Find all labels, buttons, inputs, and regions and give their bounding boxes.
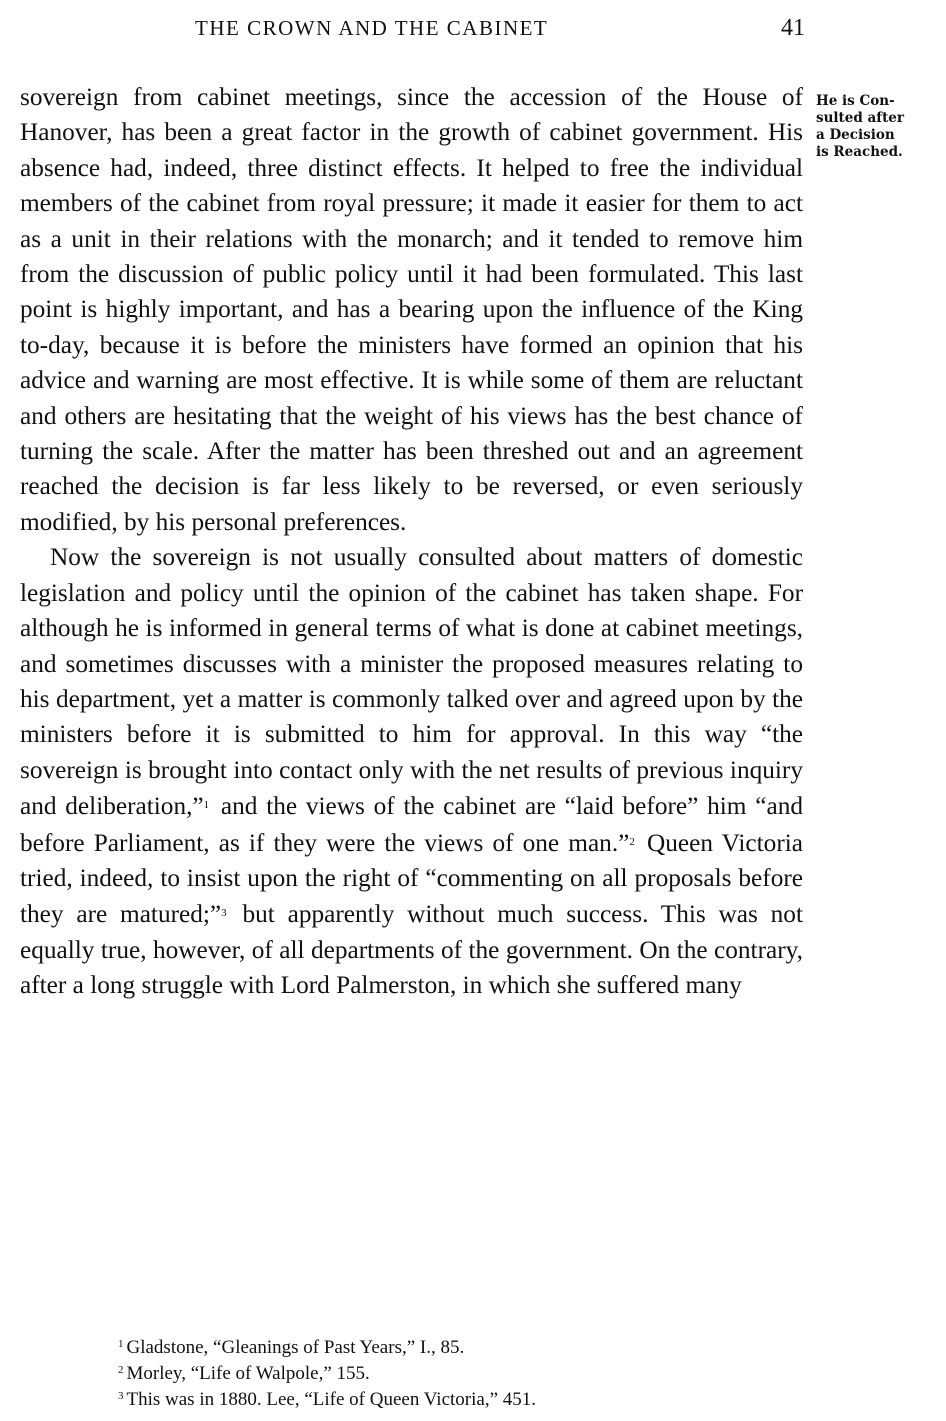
margin-note-line: sulted after — [816, 110, 905, 126]
running-head: THE CROWN AND THE CABINET — [195, 16, 549, 40]
footnote-mark: 3 — [118, 1390, 124, 1402]
margin-note-line: is Reached. — [816, 144, 903, 160]
margin-note-line: a Decision — [816, 127, 895, 143]
paragraph-2-text: but apparently without much success. This was not equally true, however, of all departments of the government. On the contrary, after a long struggle with Lord Palmerston, in which she suffered many — [20, 900, 803, 1000]
paragraph-1: sovereign from cabinet meetings, since the accession of the House of Hanover, has been a great factor in the growth of cabinet government. His absence had, indeed, three distinct effects. It helped to free the individual members of the cabinet from royal pressure; it made it easier for them to act as a unit in their relations with the monarch; and it tended to remove him from the discussion of public policy until it had been formulated. This last point is highly important, and has a bearing upon the influence of the King to-day, because it is before the ministers have formed an opinion that his advice and warning are most effective. It is while some of them are reluctant and others are hesitating that the weight of his views has the best chance of turning the scale. After the matter has been threshed out and an agreement reached the decision is far less likely to be reversed, or even seriously modified, by his personal preferences. — [20, 83, 803, 536]
footnote-1 — [118, 1333, 818, 1359]
footnote-text: Morley, “Life of Walpole,” 155. — [126, 1363, 370, 1384]
paragraph-2-text: and the views of the cabinet are “laid before” him “and before Parliament, as if they were the views of one man.” — [20, 792, 803, 857]
footnote-ref-1: 1 — [203, 799, 210, 812]
footnotes — [118, 1333, 818, 1411]
margin-note — [816, 93, 934, 161]
page-number: 41 — [781, 15, 805, 41]
footnote-ref-3: 3 — [221, 907, 227, 920]
paragraph-2 — [20, 540, 803, 1003]
margin-note-line: He is Con- — [816, 93, 895, 109]
footnote-mark: 2 — [118, 1364, 124, 1376]
paragraph-2-text: Queen Victoria tried, indeed, to insist upon the right of “commenting on all proposals before they are matured;” — [20, 828, 804, 929]
footnote-ref-2: 2 — [629, 835, 635, 848]
body-text — [20, 80, 803, 1004]
footnote-mark: 1 — [118, 1338, 124, 1350]
footnote-2 — [118, 1359, 818, 1385]
footnote-3 — [118, 1385, 818, 1411]
footnote-text: This was in 1880. Lee, “Life of Queen Victoria,” 451. — [126, 1389, 537, 1410]
page-header — [195, 16, 805, 50]
paragraph-2-text: Now the sovereign is not usually consulted about matters of domestic legislation and policy until the opinion of the cabinet has taken shape. For although he is informed in general terms of what is done at cabinet meetings, and sometimes discusses with a minister the proposed measures relating to his department, yet a matter is commonly talked over and agreed upon by the ministers before it is submitted to him for approval. In this way “the sovereign is brought into contact only with the net results of previous inquiry and deliberation,” — [20, 543, 803, 821]
footnote-text: Gladstone, “Gleanings of Past Years,” I., 85. — [126, 1337, 465, 1358]
